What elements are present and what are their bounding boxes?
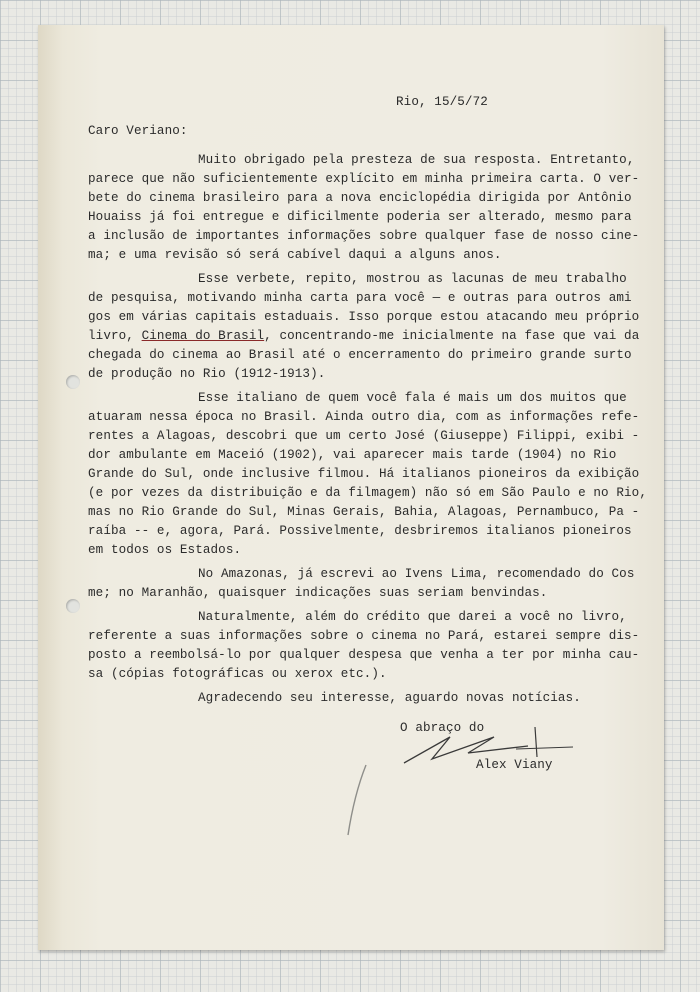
livro-post: , concentrando-me inicialmente na fase que vai da [264,329,640,343]
p2-line: de pesquisa, motivando minha carta para você — e outras para outros ami [88,291,632,305]
p2-line-book [88,329,639,343]
p2-line: de produção no Rio (1912-1913). [88,367,326,381]
p3-line: Esse italiano de quem você fala é mais um dos muitos que [198,391,627,405]
p3-line: raíba -- e, agora, Pará. Possivelmente, desbriremos italianos pioneiros [88,524,632,538]
p1-line: Muito obrigado pela presteza de sua resposta. Entretanto, [198,153,635,167]
p3-line: rentes a Alagoas, descobri que um certo José (Giuseppe) Filippi, exibi - [88,429,640,443]
letter-date: Rio, 15/5/72 [396,95,488,109]
p1-line: Houaiss já foi entregue e dificilmente poderia ser alterado, mesmo para [88,210,632,224]
p1-line: a inclusão de importantes informações sobre qualquer fase de nosso cine- [88,229,640,243]
p2-line: Esse verbete, repito, mostrou as lacunas de meu trabalho [198,272,627,286]
p2-line: chegada do cinema ao Brasil até o encerramento do primeiro grande surto [88,348,632,362]
punch-hole-bottom [66,599,80,613]
p5-line: Naturalmente, além do crédito que darei a você no livro, [198,610,627,624]
p3-line: mas no Rio Grande do Sul, Minas Gerais, Bahia, Alagoas, Pernambuco, Pa - [88,505,640,519]
closing: O abraço do [400,721,485,735]
p1-line: ma; e uma revisão só será cabível daqui a alguns anos. [88,248,502,262]
p5-line: posto a reembolsá-lo por qualquer despesa que venha a ter por minha cau- [88,648,640,662]
p3-line: (e por vezes da distribuição e da filmagem) não só em São Paulo e no Rio, [88,486,647,500]
p5-line: sa (cópias fotográficas ou xerox etc.). [88,667,387,681]
livro-pre: livro, [88,329,142,343]
letter-sheet [38,25,664,950]
p4-line: me; no Maranhão, quaisquer indicações suas seriam benvindas. [88,586,548,600]
p2-line: gos em várias capitais estaduais. Isso porque estou atacando meu próprio [88,310,640,324]
p3-line: em todos os Estados. [88,543,242,557]
p4-line: No Amazonas, já escrevi ao Ivens Lima, recomendado do Cos [198,567,635,581]
p1-line: bete do cinema brasileiro para a nova enciclopédia dirigida por Antônio [88,191,632,205]
salutation: Caro Veriano: [88,124,188,138]
p3-line: atuaram nessa época no Brasil. Ainda outro dia, com as informações refe- [88,410,640,424]
pencil-mark [338,761,378,841]
p1-line: parece que não suficientemente explícito em minha primeira carta. O ver- [88,172,640,186]
p3-line: Grande do Sul, onde inclusive filmou. Há italianos pioneiros da exibição [88,467,640,481]
p5-line: referente a suas informações sobre o cinema no Pará, estarei sempre dis- [88,629,640,643]
signer-name: Alex Viany [476,758,553,772]
book-title: Cinema do Brasil [141,329,265,343]
p6-line: Agradecendo seu interesse, aguardo novas notícias. [198,691,581,705]
p3-line: dor ambulante em Maceió (1902), vai aparecer mais tarde (1904) no Rio [88,448,617,462]
punch-hole-top [66,375,80,389]
